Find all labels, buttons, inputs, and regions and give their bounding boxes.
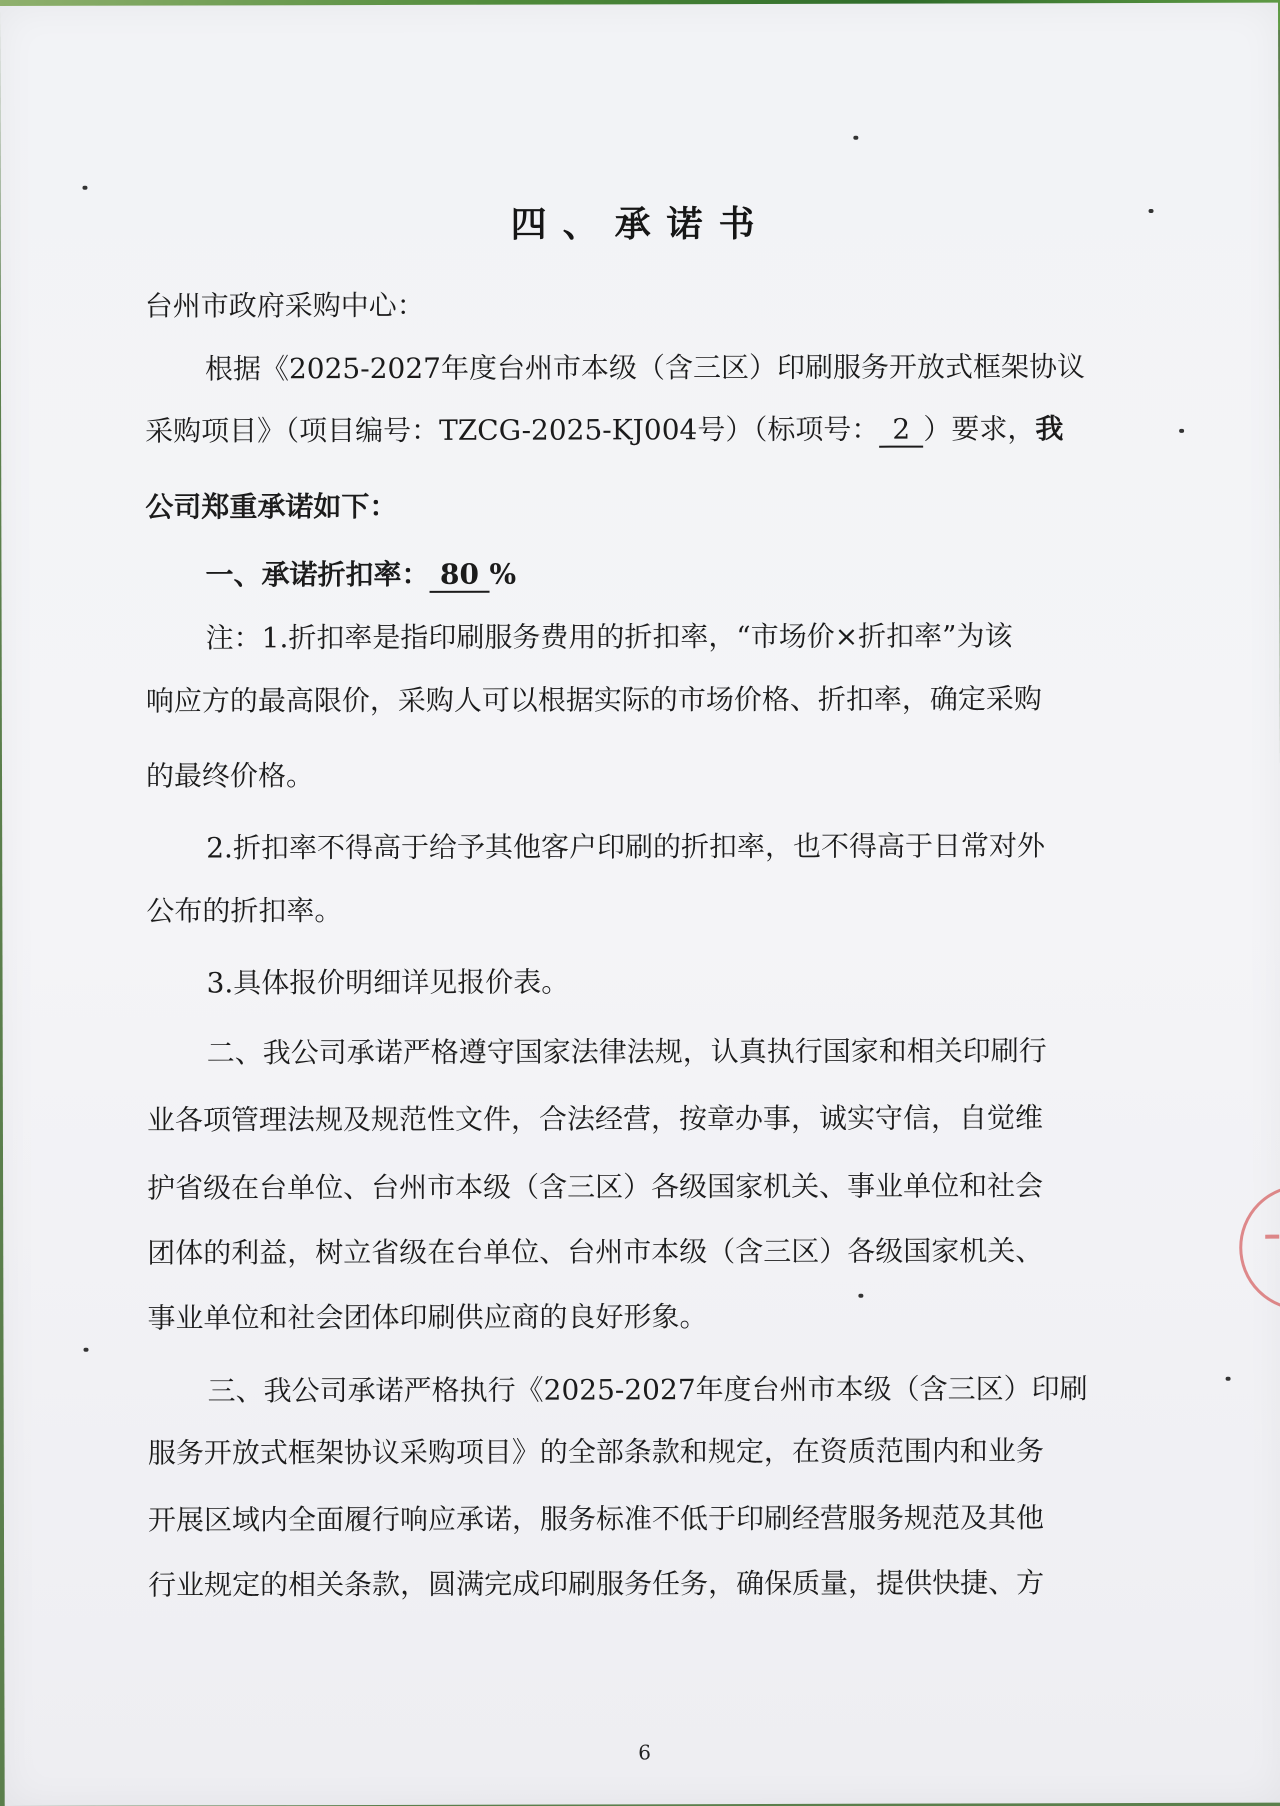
intro-line-1: 根据《2025-2027年度台州市本级（含三区）印刷服务开放式框架协议 xyxy=(204,350,1085,386)
paper-speck xyxy=(858,1294,863,1298)
note-2-line-2: 公布的折扣率。 xyxy=(146,894,343,928)
intro-line-3: 公司郑重承诺如下： xyxy=(145,489,398,524)
item-3-line-3: 开展区域内全面履行响应承诺，服务标准不低于印刷经营服务规范及其他 xyxy=(147,1501,1045,1537)
paper-speck xyxy=(1149,209,1154,213)
page-number: 6 xyxy=(638,1740,651,1765)
intro-line-2-text: 采购项目》（项目编号：TZCG-2025-KJ004号）（标项号： xyxy=(145,412,880,448)
intro-line-2-tail: ）要求， xyxy=(923,412,1036,446)
paper-speck xyxy=(82,186,87,190)
note-1-line-1: 注：1.折扣率是指印刷服务费用的折扣率，“市场价×折扣率”为该 xyxy=(205,619,1013,655)
item-2-line-2: 业各项管理法规及规范性文件，合法经营，按章办事，诚实守信，自觉维 xyxy=(146,1101,1043,1137)
discount-label: 一、承诺折扣率： xyxy=(205,557,430,592)
discount-unit: % xyxy=(489,557,517,591)
note-1-line-2: 响应方的最高限价，采购人可以根据实际的市场价格、折扣率，确定采购 xyxy=(145,682,1042,718)
item-3-line-2: 服务开放式框架协议采购项目》的全部条款和规定，在资质范围内和业务 xyxy=(147,1434,1044,1470)
document-page xyxy=(0,3,1280,1806)
seal-stamp-mark xyxy=(1265,1235,1279,1239)
item-2-line-5: 事业单位和社会团体印刷供应商的良好形象。 xyxy=(147,1300,708,1335)
note-3: 3.具体报价明细详见报价表。 xyxy=(206,965,570,1000)
lot-number: 2 xyxy=(879,414,923,448)
intro-line-2 xyxy=(145,409,1135,452)
document-title: 四、承诺书 xyxy=(510,202,771,246)
note-1-line-3: 的最终价格。 xyxy=(145,759,315,793)
note-2-line-1: 2.折扣率不得高于给予其他客户印刷的折扣率，也不得高于日常对外 xyxy=(206,829,1045,865)
paper-speck xyxy=(853,136,858,140)
item-3-line-4: 行业规定的相关条款，圆满完成印刷服务任务，确保质量，提供快捷、方 xyxy=(148,1566,1045,1602)
item-2-line-1: 二、我公司承诺严格遵守国家法律法规，认真执行国家和相关印刷行 xyxy=(206,1034,1047,1070)
discount-rate: 80 xyxy=(429,559,489,593)
addressee: 台州市政府采购中心： xyxy=(144,288,425,323)
paper-speck xyxy=(84,1348,89,1352)
item-2-line-4: 团体的利益，树立省级在台单位、台州市本级（含三区）各级国家机关、 xyxy=(147,1234,1044,1270)
item-1-discount xyxy=(205,553,1135,595)
item-3-line-1: 三、我公司承诺严格执行《2025-2027年度台州市本级（含三区）印刷 xyxy=(207,1372,1088,1408)
seal-stamp-edge xyxy=(1239,1184,1280,1310)
paper-speck xyxy=(1179,429,1184,433)
intro-line-2-bold: 我 xyxy=(1035,412,1064,446)
paper-speck xyxy=(1226,1377,1231,1381)
item-2-line-3: 护省级在台单位、台州市本级（含三区）各级国家机关、事业单位和社会 xyxy=(147,1169,1044,1205)
